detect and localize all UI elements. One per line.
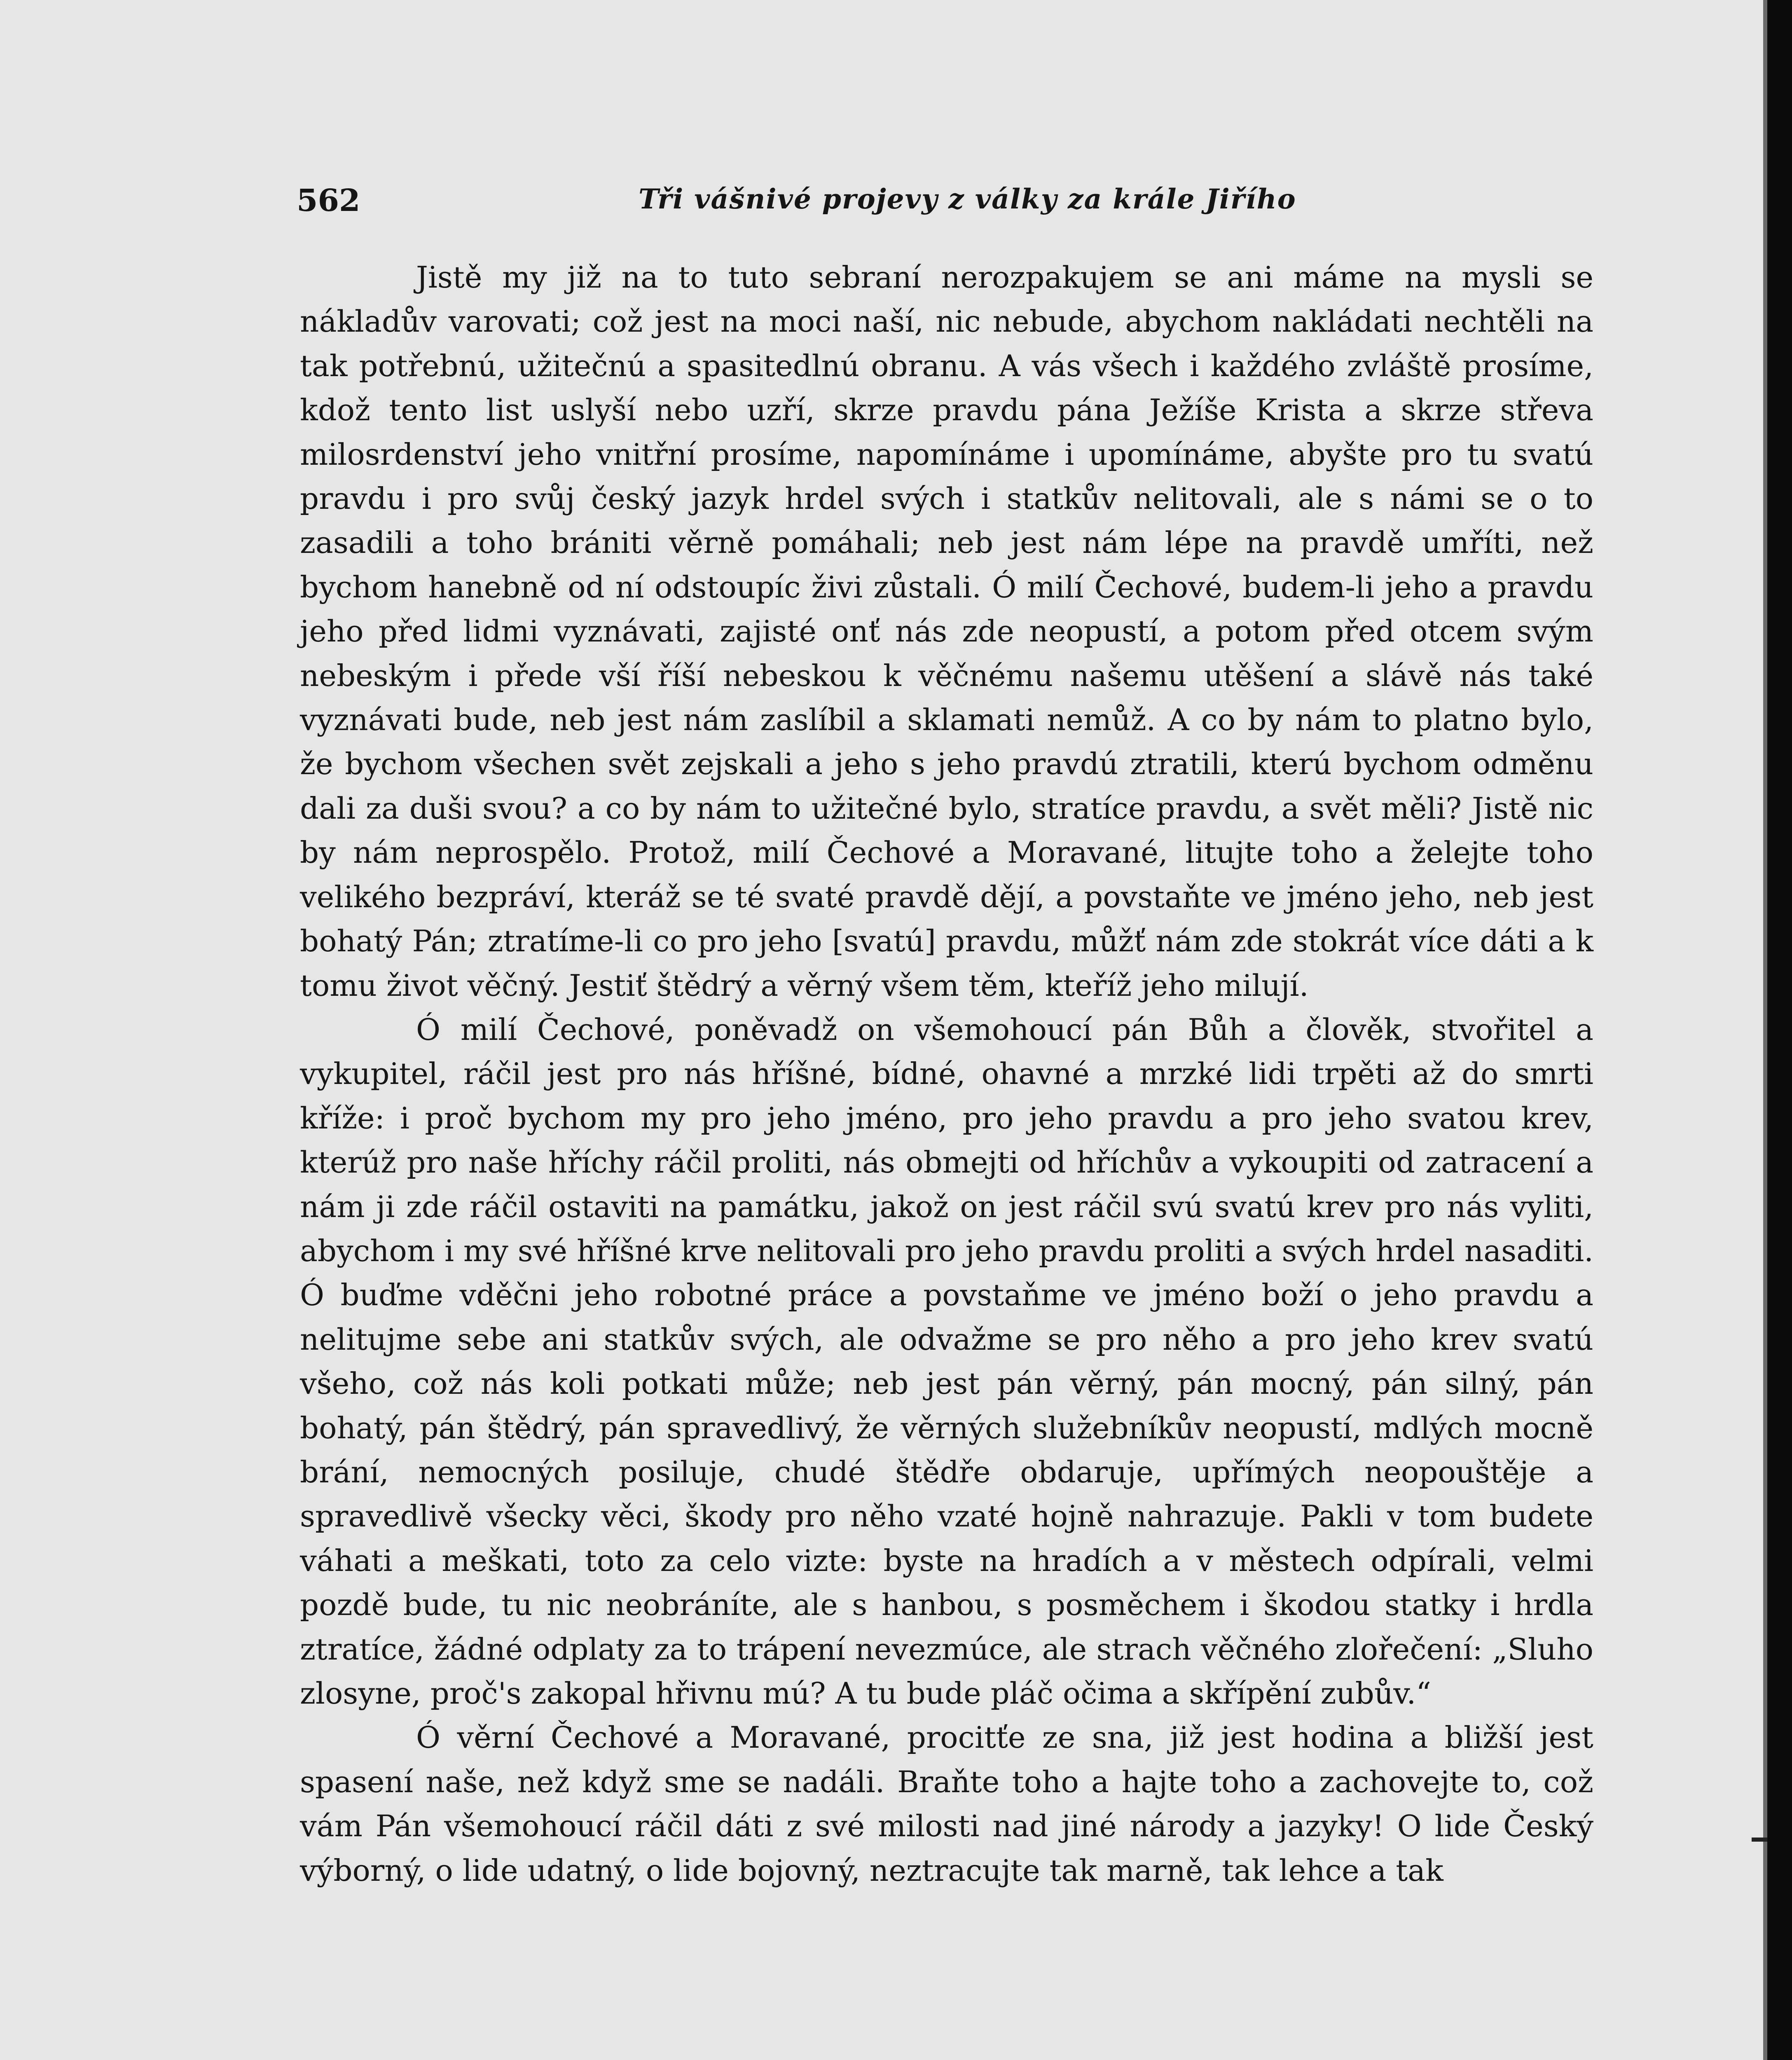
running-title: Tři vášnivé projevy z války za krále Jiřího: [639, 183, 1296, 215]
scan-border-shadow: [1763, 0, 1767, 2060]
scan-border-black: [1767, 0, 1792, 2060]
paragraph-3: Ó věrní Čechové a Moravané, procitťe ze sna, již jest hodina a bližší jest spasení naše, než když sme se nadáli. Braňte toho a hajte toho a zachovejte to, což vám Pán všemohoucí ráčil dáti z své milosti nad jiné národy a jazyky! O lide Český výborný, o lide udatný, o lide bojovný, neztracujte tak marně, tak lehce a tak: [300, 1720, 1593, 1888]
body-text: [300, 255, 1593, 1893]
scan-edge-mark: [1752, 1838, 1767, 1842]
paragraph-1: Jistě my již na to tuto sebraní nerozpakujem se ani máme na mysli se nákladův varovati; což jest na moci naší, nic nebude, abychom nakládati nechtěli na tak potřebnú, užitečnú a spasitedlnú obranu. A vás všech i každého zvláště prosíme, kdož tento list uslyší nebo uzří, skrze pravdu pána Ježíše Krista a skrze střeva milosrdenství jeho vnitřní prosíme, napomínáme i upomínáme, abyšte pro tu svatú pravdu i pro svůj český jazyk hrdel svých i statkův nelitovali, ale s námi se o to zasadili a toho brániti věrně pomáhali; neb jest nám lépe na pravdě umříti, než bychom hanebně od ní odstoupíc živi zůstali. Ó milí Čechové, budem-li jeho a pravdu jeho před lidmi vyznávati, zajisté onť nás zde neopustí, a potom před otcem svým nebeským i přede vší říší nebeskou k věčnému našemu utěšení a slávě nás také vyznávati bude, neb jest nám zaslíbil a sklamati nemůž. A co by nám to platno bylo, že bychom všechen svět zejskali a jeho s jeho pravdú ztratili, kterú bychom odměnu dali za duši svou? a co by nám to užitečné bylo, stratíce pravdu, a svět měli? Jistě nic by nám neprospělo. Protož, milí Čechové a Moravané, litujte toho a želejte toho velikého bezpráví, kteráž se té svaté pravdě dějí, a povstaňte ve jméno jeho, neb jest bohatý Pán; ztratíme-li co pro jeho [svatú] pravdu, můžť nám zde stokrát více dáti a k tomu život věčný. Jestiť štědrý a věrný všem těm, kteříž jeho milují.: [300, 260, 1593, 1003]
paragraph-2: Ó milí Čechové, poněvadž on všemohoucí pán Bůh a člověk, stvořitel a vykupitel, ráčil jest pro nás hříšné, bídné, ohavné a mrzké lidi trpěti až do smrti kříže: i proč bychom my pro jeho jméno, pro jeho pravdu a pro jeho svatou krev, kterúž pro naše hříchy ráčil proliti, nás obmejti od hříchův a vykoupiti od zatracení a nám ji zde ráčil ostaviti na památku, jakož on jest ráčil svú svatú krev pro nás vyliti, abychom i my své hříšné krve nelitovali pro jeho pravdu proliti a svých hrdel nasaditi. Ó buďme vděčni jeho robotné práce a povstaňme ve jméno boží o jeho pravdu a nelitujme sebe ani statkův svých, ale odvažme se pro něho a pro jeho krev svatú všeho, což nás koli potkati může; neb jest pán věrný, pán mocný, pán silný, pán bohatý, pán štědrý, pán spravedlivý, že věrných služebníkův neopustí, mdlých mocně brání, nemocných posiluje, chudé štědře obdaruje, upřímých neopouštěje a spravedlivě všecky věci, škody pro něho vzaté hojně nahrazuje. Pakli v tom budete váhati a meškati, toto za celo vizte: byste na hradích a v městech odpírali, velmi pozdě bude, tu nic neobráníte, ale s hanbou, s posměchem i škodou statky i hrdla ztratíce, žádné odplaty za to trápení nevezmúce, ale strach věčného zlořečení: „Sluho zlosyne, proč's zakopal hřivnu mú? A tu bude pláč očima a skřípění zubův.“: [300, 1012, 1593, 1711]
page-header: [297, 185, 1594, 231]
page-number: 562: [297, 183, 360, 218]
